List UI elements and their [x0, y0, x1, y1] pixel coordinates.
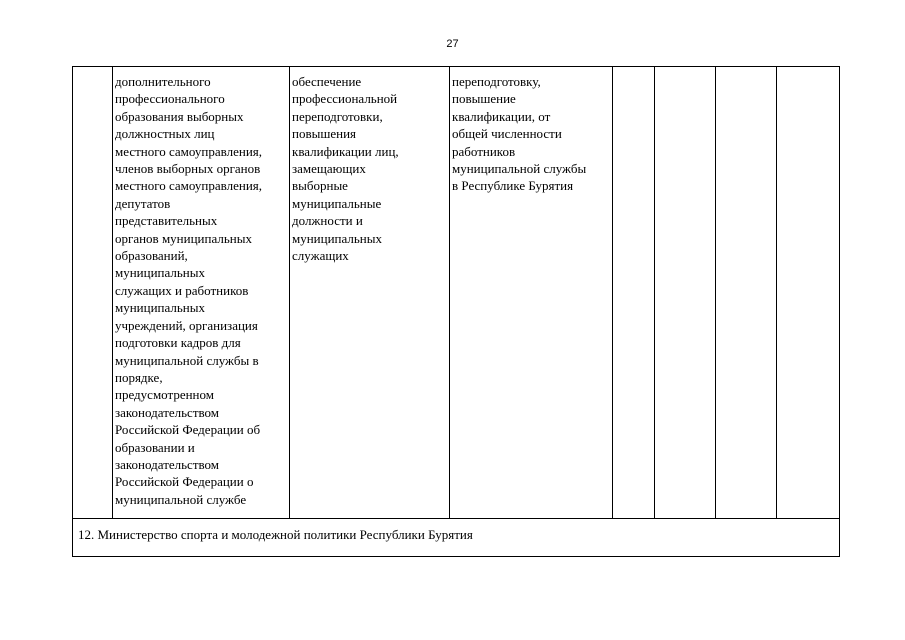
activity-line: депутатов — [115, 195, 171, 211]
goal-line: замещающих — [292, 161, 366, 177]
activity-line: законодательством — [115, 456, 220, 472]
goal-line: должности и — [292, 213, 363, 229]
goal-line: муниципальных — [292, 230, 383, 246]
goal-line: муниципальные — [292, 195, 382, 211]
table-cell-empty — [716, 67, 777, 519]
goal-line: квалификации лиц, — [292, 143, 399, 159]
goal-line: профессиональной — [292, 91, 398, 107]
page-number: 27 — [446, 38, 459, 50]
indicator-line: переподготовку, — [452, 74, 541, 89]
table-cell-activity — [113, 67, 290, 519]
activity-line: порядке, — [115, 369, 163, 385]
activity-line: образования выборных — [115, 108, 244, 124]
indicator-line: квалификации, от — [452, 108, 551, 124]
activity-line: подготовки кадров для — [115, 335, 241, 351]
activity-line: образовании и — [115, 439, 195, 455]
table-cell-empty — [777, 67, 840, 519]
indicator-line: в Республике Бурятия — [452, 178, 574, 194]
indicator-line: общей численности — [452, 126, 562, 142]
table-cell-goal — [290, 67, 450, 519]
activity-line: местного самоуправления, — [115, 143, 263, 159]
table-cell-empty — [613, 67, 655, 519]
activity-line: муниципальной службе — [115, 491, 247, 507]
table-cell-number — [73, 67, 113, 519]
activity-line: муниципальной службы в — [115, 352, 259, 368]
goal-line: переподготовки, — [292, 108, 383, 124]
document-table — [72, 66, 840, 557]
indicator-line: повышение — [452, 91, 516, 107]
activity-line: учреждений, организация — [115, 317, 258, 333]
activity-line: Российской Федерации о — [115, 474, 254, 490]
activity-line: служащих и работников — [115, 282, 249, 298]
indicator-line: муниципальной службы — [452, 161, 587, 177]
table-cell-indicator — [450, 67, 613, 519]
activity-line: образований, — [115, 248, 188, 264]
activity-line: муниципальных — [115, 265, 206, 281]
goal-line: служащих — [292, 248, 349, 264]
activity-line: Российской Федерации об — [115, 422, 261, 438]
activity-line: предусмотренном — [115, 387, 214, 403]
activity-line: органов муниципальных — [115, 230, 252, 246]
goal-line: повышения — [292, 126, 357, 142]
activity-line: профессионального — [115, 91, 225, 107]
activity-line: должностных лиц — [115, 126, 215, 142]
indicator-line: работников — [452, 143, 516, 159]
activity-line: законодательством — [115, 404, 220, 420]
section-header: 12. Министерство спорта и молодежной политики Республики Бурятия — [73, 519, 840, 557]
goal-line: обеспечение — [292, 74, 362, 89]
activity-line: муниципальных — [115, 300, 206, 316]
table-row — [73, 67, 840, 519]
activity-line: местного самоуправления, — [115, 178, 263, 194]
activity-line: дополнительного — [115, 74, 211, 89]
table-section-row — [73, 519, 840, 557]
goal-line: выборные — [292, 178, 348, 194]
activity-line: членов выборных органов — [115, 161, 261, 177]
activity-line: представительных — [115, 213, 218, 229]
table-cell-empty — [655, 67, 716, 519]
